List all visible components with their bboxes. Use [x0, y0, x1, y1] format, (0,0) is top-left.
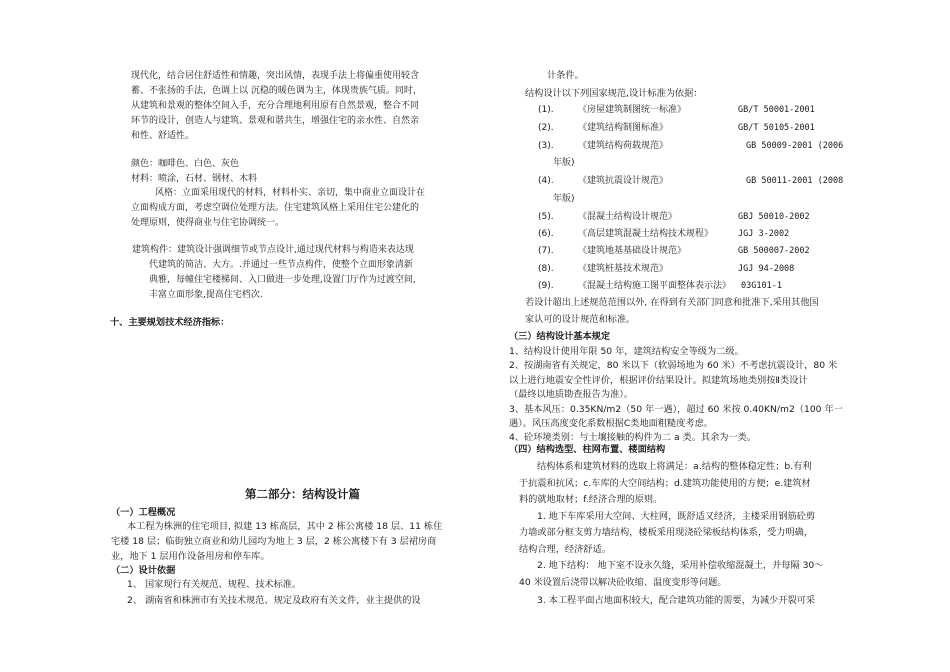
section-3-line: 遇）。风压高度变化系数根据C类地面粗糙度考虑。	[509, 418, 713, 429]
standard-number: (8).	[538, 264, 554, 274]
section-3-line: 2、按湖南省有关规定，80 米以下（软弱场地为 60 米）不考虑抗震设计，80 米	[509, 360, 838, 371]
section-4-item-3: 3. 本工程平面占地面积较大，配合建筑功能的需要，为减少开裂可采	[537, 595, 816, 606]
standard-name: 《建筑结构荷载规范》	[578, 141, 669, 151]
standard-code: GB/T 50105-2001	[738, 123, 815, 133]
section-4-item-1: 结构合理，经济舒适。	[519, 544, 611, 555]
standard-code: JGJ 94-2008	[738, 264, 795, 274]
intro-line: 从建筑和景观的整体空间入手，充分合理地利用原有自然景观，整合不同	[131, 101, 420, 111]
intro-line: 现代化，结合居住舒适性和情趣，突出风情，表现手法上将偏重使用较含	[131, 71, 420, 81]
section-1-line: 宅楼 18 层；临街独立商业和幼儿园均为地上 3 层，2 栋公寓楼下有 3 层裙房商	[111, 536, 437, 547]
section-4-line: 结构体系和建筑材料的选取上将满足：a.结构的整体稳定性；b.有利	[537, 461, 812, 472]
standard-name: 《建筑地基基础设计规范》	[578, 246, 687, 256]
section-4-item-1: 1. 地下车库采用大空间、大柱网，既舒适又经济，主楼采用钢筋砼剪	[537, 511, 816, 522]
right-column	[475, 0, 950, 672]
section-3-line: 4、砼环境类别：与土壤接触的构件为二 a 类。其余为一类。	[509, 432, 757, 443]
intro-line: 蓄、不张扬的手法，色调上以 沉稳的暖色调为主，体现贵族气质。同时，	[131, 86, 422, 96]
standard-name: 《混凝土结构设计规范》	[578, 212, 678, 222]
standard-code: 03G101-1	[741, 281, 782, 291]
standard-continuation: 年版)	[553, 194, 575, 204]
components-line: 典雅，每幢住宅楼梯间、入口做进一步处理,设置门厅作为过渡空间,	[149, 275, 416, 285]
continued-line: 计条件。	[547, 70, 584, 81]
style-line: 处理原则，使得商业与住宅协调统一。	[131, 218, 285, 228]
standard-continuation: 年版)	[553, 158, 575, 168]
section-3-line: 以上进行地震安全性评价，根据评价结果设计。拟建筑场地类别按Ⅱ类设计	[509, 375, 808, 386]
standard-name: 《高层建筑混凝土结构技术规程》	[578, 229, 714, 239]
standard-number: (9).	[538, 281, 554, 291]
section-3-line: 3、基本风压：0.35KN/m2（50 年一遇），超过 60 米按 0.40KN/m2（100 年一	[509, 404, 843, 415]
standard-number: (5).	[538, 212, 554, 222]
section-4-item-2: 2. 地下结构： 地下室不设永久缝，采用补偿收缩混凝土，并每隔 30～	[537, 560, 824, 571]
standard-name: 《房屋建筑制图统一标准》	[578, 105, 687, 115]
beyond-scope-line: 若设计超出上述规范范围以外, 在得到有关部门同意和批准下,采用其他国	[525, 297, 819, 308]
standards-intro: 结构设计以下列国家规范,设计标准为依据：	[525, 88, 703, 99]
section-1-heading: （一）工程概况	[111, 507, 176, 518]
section-2-item: 1、 国家现行有关规范、规程、技术标准。	[127, 579, 302, 590]
section-1-line: 业，地下 1 层用作设备用房和停车库。	[111, 551, 270, 562]
material-line: 材料：喷涂，石材、钢材、木料	[131, 174, 258, 184]
section-3-line: （最终以地质勘查报告为准）。	[509, 389, 634, 400]
standard-code: JGJ 3-2002	[738, 229, 790, 239]
standard-name: 《混凝土结构施工图平面整体表示法》	[578, 281, 732, 291]
components-line: 丰富立面形象,提高住宅档次.	[149, 290, 263, 300]
standard-code: GB 50009-2001 (2006	[746, 141, 844, 151]
beyond-scope-line: 家认可的设计规范和标准。	[525, 314, 636, 325]
standard-code: GBJ 50010-2002	[738, 212, 810, 222]
intro-line: 环节的设计，创造人与建筑、景观和谐共生，增强住宅的亲水性、自然亲	[131, 116, 420, 126]
section-4-heading: （四）结构选型、柱网布置、楼面结构	[509, 444, 666, 455]
standard-name: 《建筑结构制图标准》	[578, 123, 669, 133]
style-line: 风格：立面采用现代的材料，材料朴实、亲切，集中商业立面设计在	[155, 188, 426, 198]
part-2-title: 第二部分：结构设计篇	[245, 487, 360, 501]
section-3-line: 1、结构设计使用年限 50 年，建筑结构安全等级为二级。	[509, 346, 744, 357]
standard-name: 《建筑抗震设计规范》	[578, 176, 669, 186]
section-2-heading: （二）设计依据	[111, 565, 176, 576]
section-4-line: 于抗震和抗风；c.车库的大空间结构；d.建筑功能使用的方便；e.建筑材	[519, 478, 811, 489]
standard-code: GB 50011-2001 (2008	[746, 176, 844, 186]
components-line: 代建筑的简洁、大方。.并通过一些节点构件，使整个立面形象清新	[149, 260, 413, 270]
standard-number: (1).	[538, 105, 554, 115]
section-10-heading: 十、主要规划技术经济指标：	[110, 317, 230, 328]
section-3-heading: （三）结构设计基本规定	[509, 331, 611, 342]
components-line: 建筑构件：建筑设计强调细节或节点设计,通过现代材料与构造来表达现	[132, 245, 414, 255]
standard-name: 《建筑桩基技术规范》	[578, 264, 669, 274]
color-line: 颜色：咖啡色、白色、灰色	[131, 159, 240, 169]
section-4-item-1: 力墙或部分框支剪力墙结构，楼板采用现浇砼梁板结构体系，受力明确，	[519, 527, 813, 538]
standard-number: (6).	[538, 229, 554, 239]
section-2-item: 2、 湖南省和株洲市有关技术规范、规定及政府有关文件，业主提供的设	[127, 595, 421, 606]
standard-number: (2).	[538, 123, 554, 133]
style-line: 立面构成方面，考虑空调位处理方法。住宅建筑风格上采用住宅公建化的	[131, 203, 420, 213]
section-4-item-2: 40 米设置后浇带以解决砼收缩、温度变形等问题。	[519, 577, 727, 588]
standard-code: GB/T 50001-2001	[738, 105, 815, 115]
standard-code: GB 500007-2002	[738, 246, 810, 256]
standard-number: (4).	[538, 176, 554, 186]
section-4-line: 料的就地取材；f.经济合理的原则。	[519, 494, 663, 505]
section-1-line: 本工程为株洲的住宅项目, 拟建 13 栋高层，其中 2 栋公寓楼 18 层、11 栋住	[127, 521, 443, 532]
intro-line: 和性、舒适性。	[131, 131, 195, 141]
standard-number: (3).	[538, 141, 554, 151]
standard-number: (7).	[538, 246, 554, 256]
